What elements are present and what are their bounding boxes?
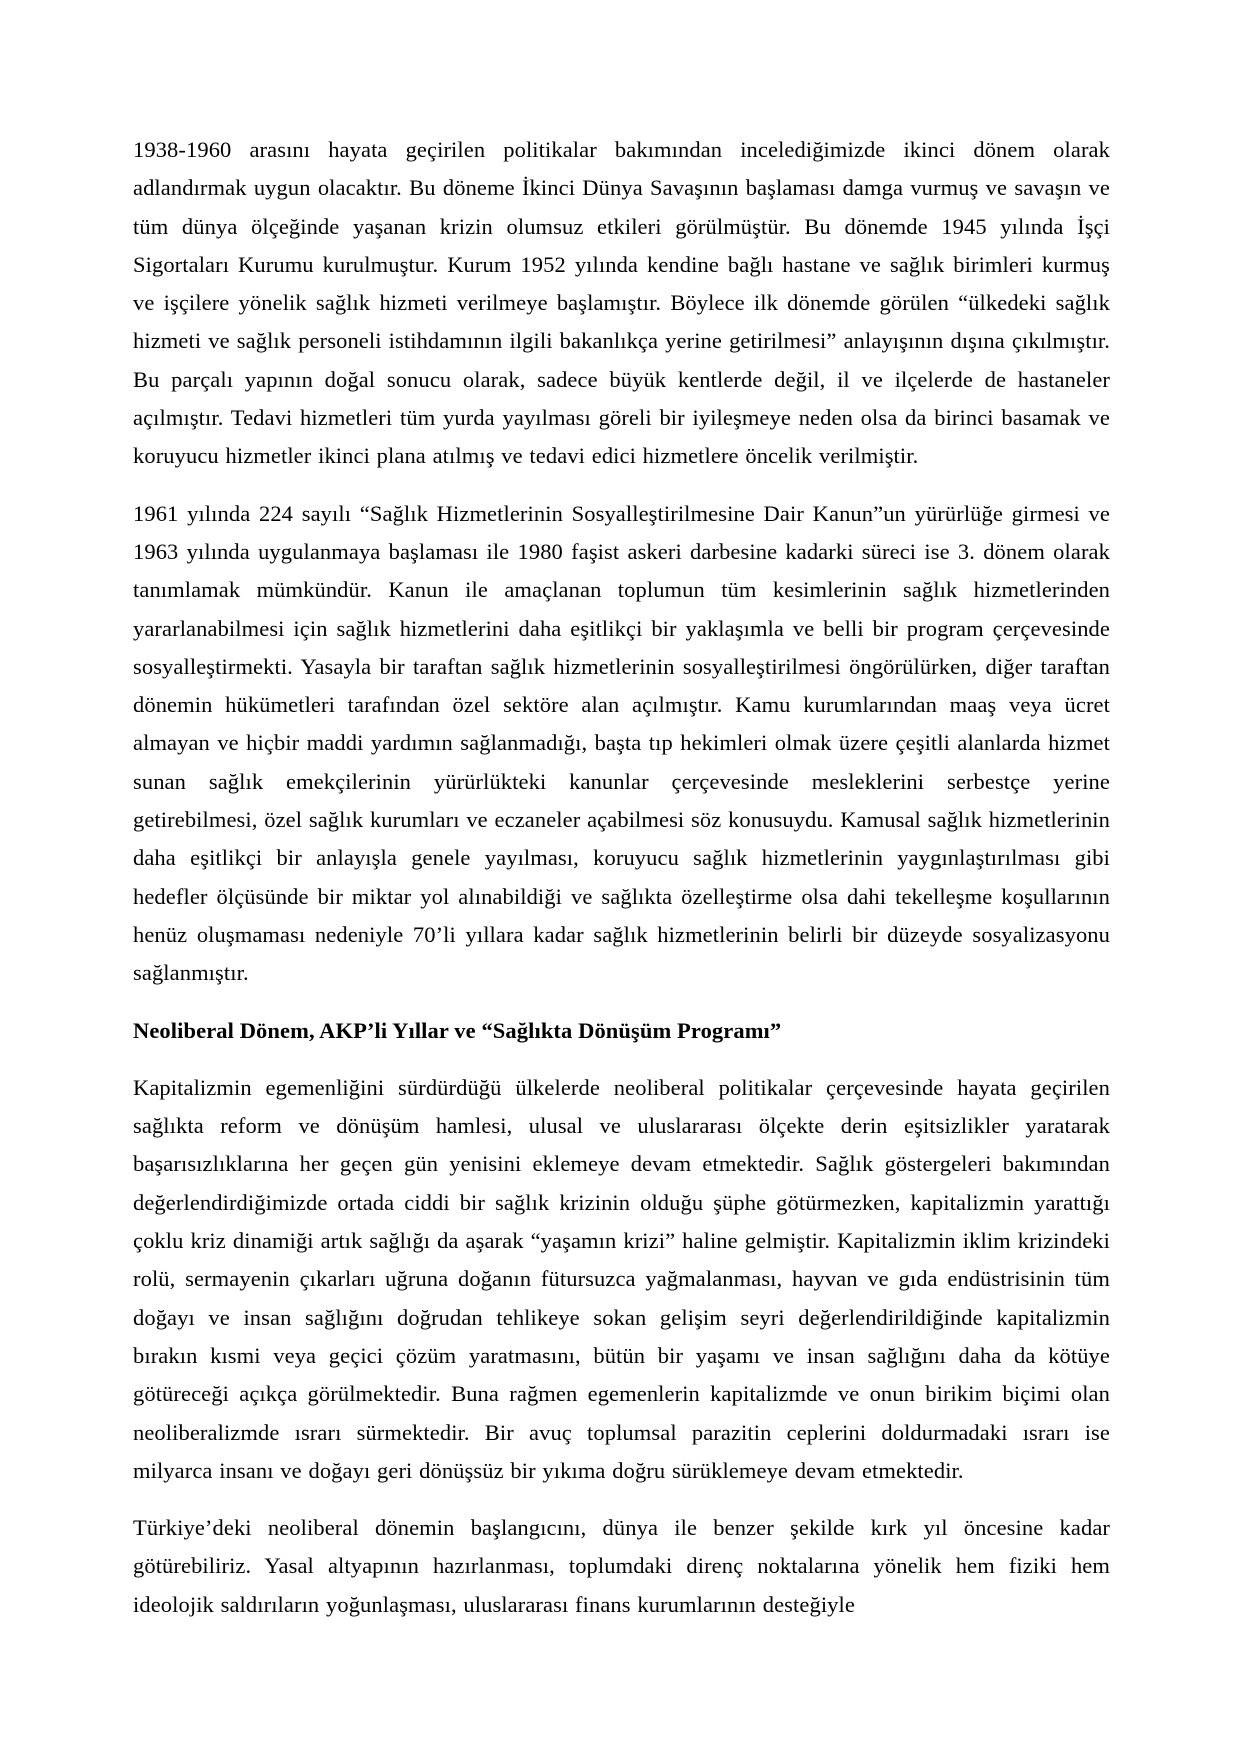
paragraph-third-period-socialization: 1961 yılında 224 sayılı “Sağlık Hizmetlerinin Sosyalleştirilmesine Dair Kanun”un yürürlüğe girmesi ve 1963 yılında uygulanmaya başlaması ile 1980 faşist askeri darbesine kadarki süreci ise 3. dönem olarak tanımlamak mümkündür. Kanun ile amaçlanan toplumun tüm kesimlerinin sağlık hizmetlerinden yararlanabilmesi için sağlık hizmetlerini daha eşitlikçi bir yaklaşımla ve belli bir program çerçevesinde sosyalleştirmekti. Yasayla bir taraftan sağlık hizmetlerinin sosyalleştirilmesi öngörülürken, diğer taraftan dönemin hükümetleri tarafından özel sektöre alan açılmıştır. Kamu kurumlarından maaş veya ücret almayan ve hiçbir maddi yardımın sağlanmadığı, başta tıp hekimleri olmak üzere çeşitli alanlarda hizmet sunan sağlık emekçilerinin yürürlükteki kanunlar çerçevesinde mesleklerini serbestçe yerine getirebilmesi, özel sağlık kurumları ve eczaneler açabilmesi söz konusuydu. Kamusal sağlık hizmetlerinin daha eşitlikçi bir anlayışla genele yayılması, koruyucu sağlık hizmetlerinin yaygınlaştırılması gibi hedefler ölçüsünde bir miktar yol alınabildiği ve sağlıkta özelleştirme olsa dahi tekelleşme koşullarının henüz oluşmaması nedeniyle 70’li yıllara kadar sağlık hizmetlerinin belirli bir düzeyde sosyalizasyonu sağlanmıştır. (133, 500, 1110, 986)
paragraph-turkey-neoliberal-start: Türkiye’deki neoliberal dönemin başlangıcını, dünya ile benzer şekilde kırk yıl öncesine kadar götürebiliriz. Yasal altyapının hazırlanması, toplumdaki direnç noktalarına yönelik hem fiziki hem ideolojik saldırıların yoğunlaşması, uluslararası finans kurumlarının desteğiyle (133, 1515, 1110, 1617)
section-heading-neoliberal-donem: Neoliberal Dönem, AKP’li Yıllar ve “Sağlıkta Dönüşüm Programı” (133, 1017, 782, 1043)
paragraph-neoliberal-global-crisis: Kapitalizmin egemenliğini sürdürdüğü ülkelerde neoliberal politikalar çerçevesinde hayata geçirilen sağlıkta reform ve dönüşüm hamlesi, ulusal ve uluslararası ölçekte derin eşitsizlikler yaratarak başarısızlıklarına her geçen gün yenisini eklemeye devam etmektedir. Sağlık göstergeleri bakımından değerlendirdiğimizde ortada ciddi bir sağlık krizinin olduğu şüphe götürmezken, kapitalizmin yarattığı çoklu kriz dinamiği artık sağlığı da aşarak “yaşamın krizi” haline gelmiştir. Kapitalizmin iklim krizindeki rolü, sermayenin çıkarları uğruna doğanın fütursuzca yağmalanması, hayvan ve gıda endüstrisinin tüm doğayı ve insan sağlığını doğrudan tehlikeye sokan gelişim seyri değerlendirildiğinde kapitalizmin bırakın kısmi veya geçici çözüm yaratmasını, bütün bir yaşamı ve insan sağlığını daha da kötüye götüreceği açıkça görülmektedir. Buna rağmen egemenlerin kapitalizmde ve onun birikim biçimi olan neoliberalizmde ısrarı sürmektedir. Bir avuç toplumsal parazitin ceplerini doldurmadaki ısrarı ise milyarca insanı ve doğayı geri dönüşsüz bir yıkıma doğru sürüklemeye devam etmektedir. (133, 1074, 1110, 1483)
paragraph-second-period: 1938-1960 arasını hayata geçirilen politikalar bakımından incelediğimizde ikinci dönem olarak adlandırmak uygun olacaktır. Bu döneme İkinci Dünya Savaşının başlaması damga vurmuş ve savaşın ve tüm dünya ölçeğinde yaşanan krizin olumsuz etkileri görülmüştür. Bu dönemde 1945 yılında İşçi Sigortaları Kurumu kurulmuştur. Kurum 1952 yılında kendine bağlı hastane ve sağlık birimleri kurmuş ve işçilere yönelik sağlık hizmeti verilmeye başlamıştır. Böylece ilk dönemde görülen “ülkedeki sağlık hizmeti ve sağlık personeli istihdamının ilgili bakanlıkça yerine getirilmesi” anlayışının dışına çıkılmıştır. Bu parçalı yapının doğal sonucu olarak, sadece büyük kentlerde değil, il ve ilçelerde de hastaneler açılmıştır. Tedavi hizmetleri tüm yurda yayılması göreli bir iyileşmeye neden olsa da birinci basamak ve koruyucu hizmetler ikinci plana atılmış ve tedavi edici hizmetlere öncelik verilmiştir. (133, 137, 1110, 469)
